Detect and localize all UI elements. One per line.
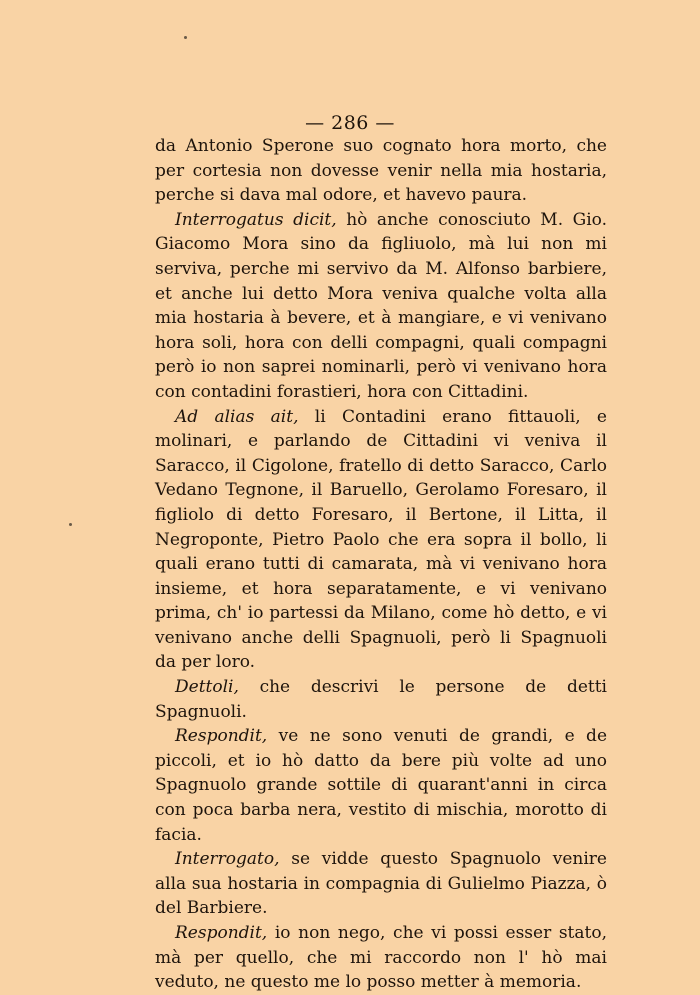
paragraph-text: che descrivi le persone de detti Spagnuoli. [155, 677, 607, 722]
paragraph-text: io non nego, che vi possi esser stato, mà per quello, che mi raccordo non l' hò mai veduto, ne questo me lo posso metter à memoria. [155, 923, 607, 993]
paper-speck [184, 36, 187, 39]
paragraph-text: se vidde questo Spagnuolo venire alla sua hostaria in compagnia di Gulielmo Piazza, ò del Barbiere. [155, 849, 607, 919]
paragraph [155, 675, 607, 724]
paragraph [155, 134, 607, 208]
paragraph-lead: Respondit, [175, 923, 268, 943]
paragraph-text: da Antonio Sperone suo cognato hora morto, che per cortesia non dovesse venir nella mia hostaria, perche si dava mal odore, et havevo paura. [155, 136, 607, 206]
paragraph [155, 405, 607, 676]
paragraph [155, 724, 607, 847]
paragraph [155, 847, 607, 921]
page-number: — 286 — [305, 112, 395, 134]
paragraph-lead: Dettoli, [175, 677, 239, 698]
paragraph-text: li Contadini erano fittauoli, e molinari, e parlando de Cittadini vi veniva il Saracco, il Cigolone, fratello di detto Saracco, Carlo Vedano Tegnone, il Baruello, Gerolamo Foresaro, il figliolo di detto Foresaro, il Bertone, il Litta, il Negroponte, Pietro Paolo che era sopra il bollo, li quali erano tutti di camarata, mà vi venivano hora insieme, et hora separatamente, e vi venivano prima, ch' io partessi da Milano, come hò detto, e vi venivano anche delli Spagnuoli, però li Spagnuoli da per loro. [155, 406, 607, 673]
paragraph-lead: Respondit, [175, 726, 268, 747]
paragraph-lead: Interrogatus dicit, [175, 209, 337, 230]
paragraph-lead: Interrogato, [175, 849, 280, 870]
paper-speck [69, 523, 72, 526]
paragraph-lead: Ad alias ait, [175, 406, 299, 427]
paragraph [155, 921, 607, 995]
paragraph-text: hò anche conosciuto M. Gio. Giacomo Mora sino da figliuolo, mà lui non mi serviva, perche mi servivo da M. Alfonso barbiere, et anche lui detto Mora veniva qualche volta alla mia hostaria à bevere, et à mangiare, e vi venivano hora soli, hora con delli compagni, quali compagni però io non saprei nominarli, però vi venivano hora con contadini forastieri, hora con Cittadini. [155, 209, 608, 402]
paragraph [155, 208, 607, 405]
paragraph-text: ve ne sono venuti de grandi, e de piccoli, et io hò datto da bere più volte ad uno Spagnuolo grande sottile di quarant'anni in circa con poca barba nera, vestito di mischia, morotto di facia. [155, 726, 607, 845]
page-body [155, 134, 607, 995]
